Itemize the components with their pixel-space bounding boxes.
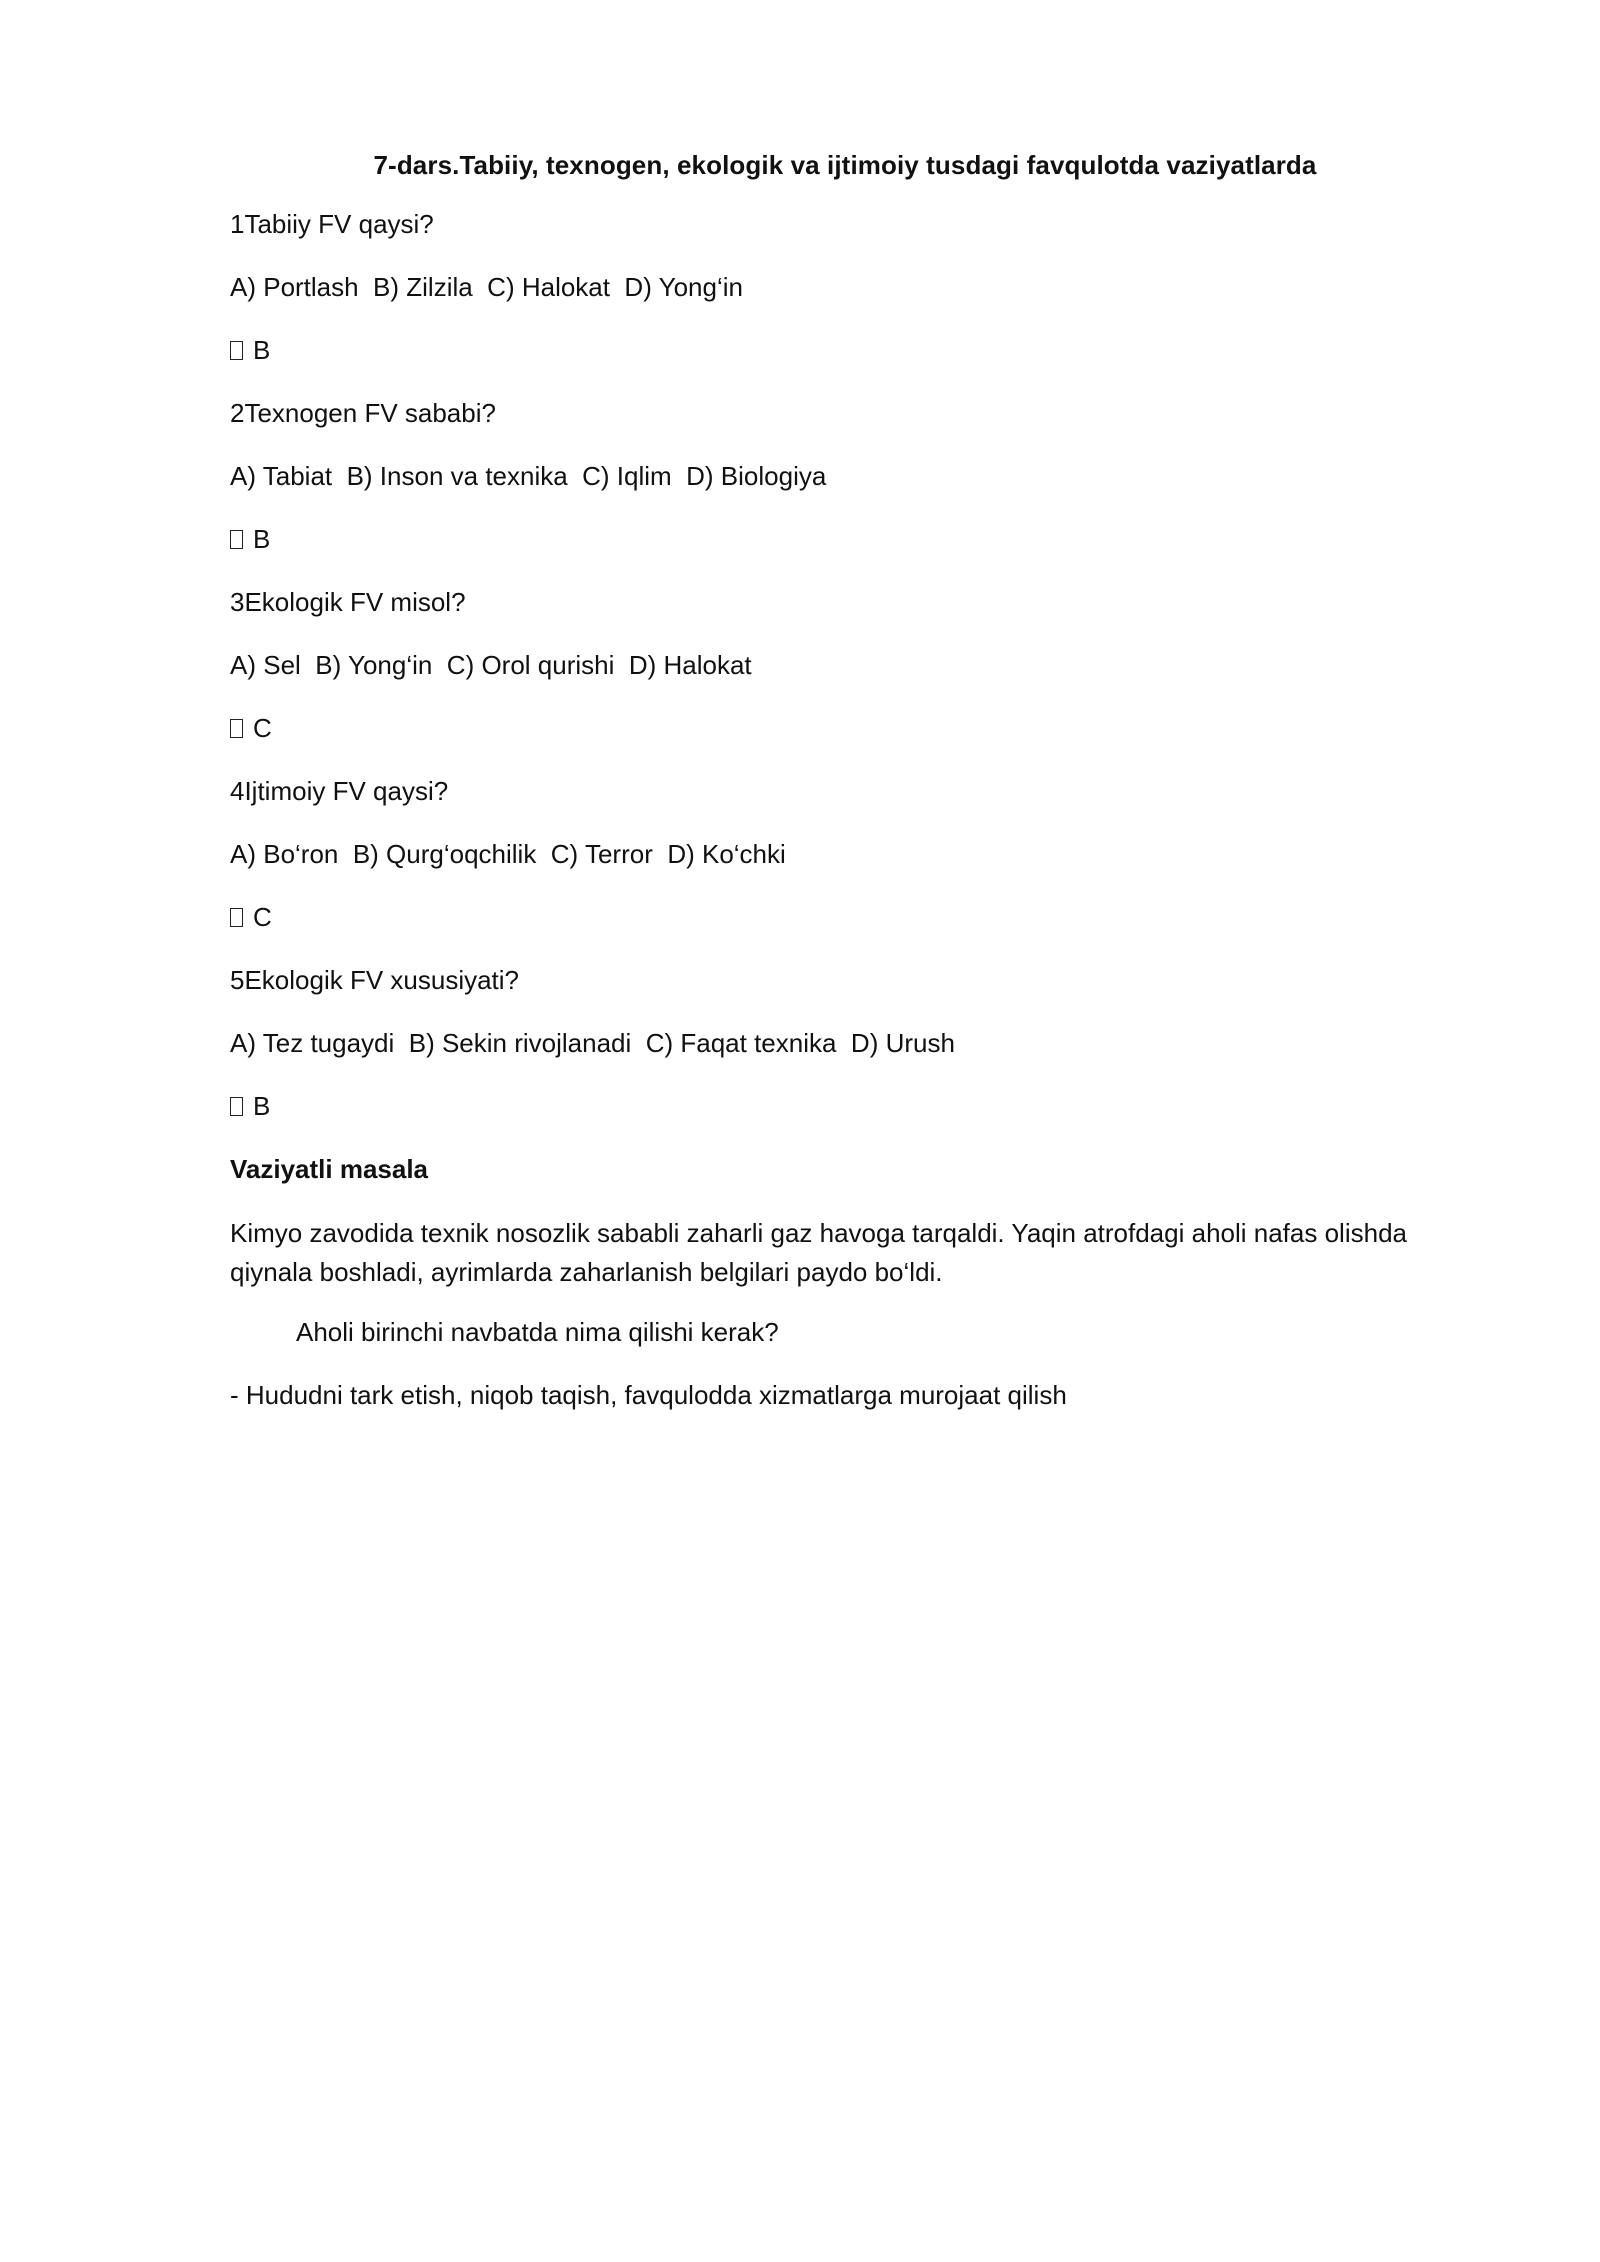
missing-glyph-box-icon bbox=[230, 719, 243, 738]
situation-text: Kimyo zavodida texnik nosozlik sababli zaharli gaz havoga tarqaldi. Yaqin atrofdagi aholi nafas olishda qiynala boshladi, ayrimlarda zaharlanish belgilari paydo bo‘ldi. bbox=[230, 1218, 1415, 1287]
missing-glyph-box-icon bbox=[230, 341, 243, 360]
question-1-answer-letter: B bbox=[253, 335, 271, 365]
question-5-text: 5Ekologik FV xususiyati? bbox=[230, 965, 520, 995]
missing-glyph-box-icon bbox=[230, 908, 243, 927]
question-5-answer bbox=[230, 1088, 1460, 1124]
question-4-options: A) Bo‘ron B) Qurg‘oqchilik C) Terror D) Ko‘chki bbox=[230, 839, 786, 869]
missing-glyph-box-icon bbox=[230, 530, 243, 549]
document-content bbox=[230, 148, 1460, 1440]
question-1-text: 1Tabiiy FV qaysi? bbox=[230, 209, 434, 239]
question-1-answer bbox=[230, 332, 1460, 368]
question-5-options: A) Tez tugaydi B) Sekin rivojlanadi C) Faqat texnika D) Urush bbox=[230, 1028, 955, 1058]
question-5-answer-letter: B bbox=[253, 1091, 271, 1121]
question-3-text: 3Ekologik FV misol? bbox=[230, 587, 466, 617]
situation-answer: - Hududni tark etish, niqob taqish, favqulodda xizmatlarga murojaat qilish bbox=[230, 1380, 1067, 1410]
question-3-answer-letter: C bbox=[253, 713, 272, 743]
question-3-options: A) Sel B) Yong‘in C) Orol qurishi D) Halokat bbox=[230, 650, 752, 680]
situation-heading: Vaziyatli masala bbox=[230, 1154, 429, 1184]
question-3-answer bbox=[230, 710, 1460, 746]
missing-glyph-box-icon bbox=[230, 1097, 243, 1116]
question-1-options: A) Portlash B) Zilzila C) Halokat D) Yong‘in bbox=[230, 272, 743, 302]
question-2-text: 2Texnogen FV sababi? bbox=[230, 398, 496, 428]
question-2-options: A) Tabiat B) Inson va texnika C) Iqlim D) Biologiya bbox=[230, 461, 827, 491]
question-2-answer bbox=[230, 521, 1460, 557]
document-title: 7-dars.Tabiiy, texnogen, ekologik va ijtimoiy tusdagi favqulotda vaziyatlarda bbox=[373, 150, 1317, 180]
situation-question: Aholi birinchi navbatda nima qilishi kerak? bbox=[296, 1317, 779, 1347]
question-4-answer-letter: C bbox=[253, 902, 272, 932]
question-2-answer-letter: B bbox=[253, 524, 271, 554]
question-4-text: 4Ijtimoiy FV qaysi? bbox=[230, 776, 449, 806]
question-4-answer bbox=[230, 899, 1460, 935]
